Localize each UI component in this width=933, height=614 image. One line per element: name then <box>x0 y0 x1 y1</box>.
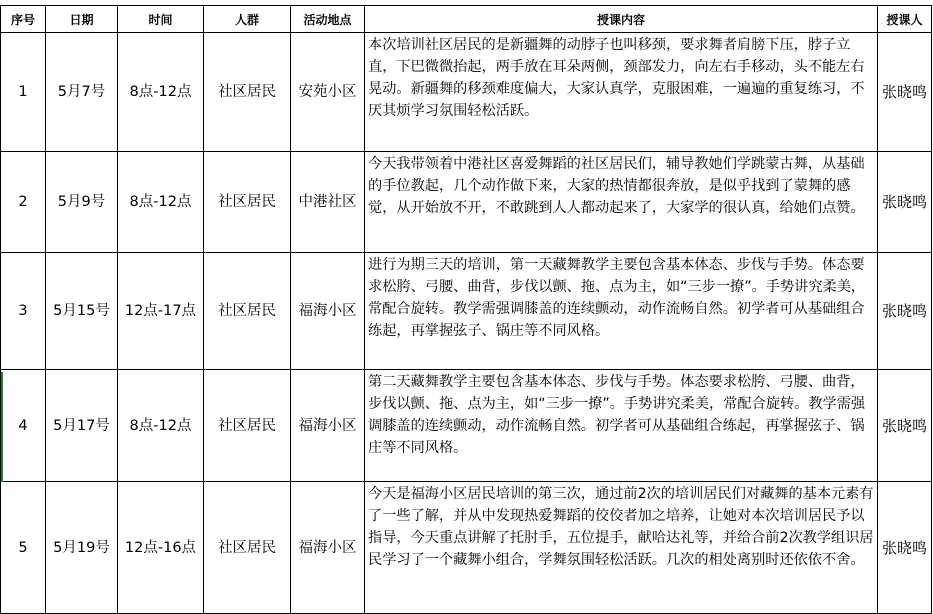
cell-teacher[interactable]: 张晓鸣 <box>878 152 932 253</box>
cell-content[interactable]: 今天我带领着中港社区喜爱舞蹈的社区居民们，辅导教她们学跳蒙古舞，从基础的手位教起，几个动作做下来，大家的热情都很奔放，是似乎找到了蒙舞的感觉，从开始放不开，不敢跳到人人都动起来了，大家学的很认真，给她们点赞。 <box>365 152 878 253</box>
cell-date[interactable]: 5月19号 <box>46 482 118 614</box>
cell-no[interactable]: 2 <box>1 152 46 253</box>
header-content[interactable]: 授课内容 <box>365 6 878 33</box>
cell-no[interactable]: 1 <box>1 33 46 152</box>
cell-time[interactable]: 12点-16点 <box>118 482 204 614</box>
header-people[interactable]: 人群 <box>204 6 291 33</box>
header-row <box>1 6 932 33</box>
header-teacher[interactable]: 授课人 <box>878 6 932 33</box>
cell-content[interactable]: 进行为期三天的培训，第一天藏舞教学主要包含基本体态、步伐与手势。体态要求松胯、弓腰、曲背，步伐以颤、拖、点为主，如“三步一撩”。手势讲究柔美，常配合旋转。教学需强调膝盖的连续颤动，动作流畅自然。初学者可从基础组合练起，再掌握弦子、锅庄等不同风格。 <box>365 253 878 370</box>
cell-teacher[interactable]: 张晓鸣 <box>878 33 932 152</box>
cell-content[interactable]: 本次培训社区居民的是新疆舞的动脖子也叫移颈，要求舞者肩膀下压，脖子立直，下巴微微抬起，两手放在耳朵两侧，颈部发力，向左右手移动，头不能左右晃动。新疆舞的移颈难度偏大，大家认真学，克服困难，一遍遍的重复练习，不厌其烦学习氛围轻松活跃。 <box>365 33 878 152</box>
cell-date[interactable]: 5月15号 <box>46 253 118 370</box>
table-row <box>1 253 932 370</box>
table-row <box>1 152 932 253</box>
cell-time[interactable]: 8点-12点 <box>118 152 204 253</box>
cell-people[interactable]: 社区居民 <box>204 152 291 253</box>
cell-no[interactable]: 5 <box>1 482 46 614</box>
cell-people[interactable]: 社区居民 <box>204 33 291 152</box>
cell-content[interactable]: 第二天藏舞教学主要包含基本体态、步伐与手势。体态要求松胯、弓腰、曲背，步伐以颤、拖、点为主，如“三步一撩”。手势讲究柔美，常配合旋转。教学需强调膝盖的连续颤动，动作流畅自然。初学者可从基础组合练起，再掌握弦子、锅庄等不同风格。 <box>365 370 878 482</box>
cell-time[interactable]: 8点-12点 <box>118 33 204 152</box>
header-date[interactable]: 日期 <box>46 6 118 33</box>
cell-no[interactable]: 4 <box>1 370 46 482</box>
table-row <box>1 370 932 482</box>
table-row <box>1 482 932 614</box>
cell-place[interactable]: 福海小区 <box>291 482 365 614</box>
cell-teacher[interactable]: 张晓鸣 <box>878 370 932 482</box>
cell-date[interactable]: 5月9号 <box>46 152 118 253</box>
cell-teacher[interactable]: 张晓鸣 <box>878 482 932 614</box>
cell-date[interactable]: 5月17号 <box>46 370 118 482</box>
cell-place[interactable]: 福海小区 <box>291 370 365 482</box>
header-time[interactable]: 时间 <box>118 6 204 33</box>
cell-people[interactable]: 社区居民 <box>204 253 291 370</box>
cell-place[interactable]: 安苑小区 <box>291 33 365 152</box>
cell-teacher[interactable]: 张晓鸣 <box>878 253 932 370</box>
cell-people[interactable]: 社区居民 <box>204 482 291 614</box>
cell-content[interactable]: 今天是福海小区居民培训的第三次，通过前2次的培训居民们对藏舞的基本元素有了一些了解，并从中发现热爱舞蹈的佼佼者加之培养，让她对本次培训居民予以指导，今天重点讲解了托肘手，五位提手，献哈达礼等，并给合前2次教学组识居民学习了一个藏舞小组合，学舞氛围轻松活跃。几次的相处离别时还依依不舍。 <box>365 482 878 614</box>
training-schedule-table <box>0 5 932 614</box>
header-place[interactable]: 活动地点 <box>291 6 365 33</box>
cell-people[interactable]: 社区居民 <box>204 370 291 482</box>
cell-no[interactable]: 3 <box>1 253 46 370</box>
cell-time[interactable]: 12点-17点 <box>118 253 204 370</box>
table-row <box>1 33 932 152</box>
cell-date[interactable]: 5月7号 <box>46 33 118 152</box>
selection-indicator <box>1 372 3 482</box>
cell-time[interactable]: 8点-12点 <box>118 370 204 482</box>
cell-place[interactable]: 中港社区 <box>291 152 365 253</box>
header-no[interactable]: 序号 <box>1 6 46 33</box>
cell-place[interactable]: 福海小区 <box>291 253 365 370</box>
